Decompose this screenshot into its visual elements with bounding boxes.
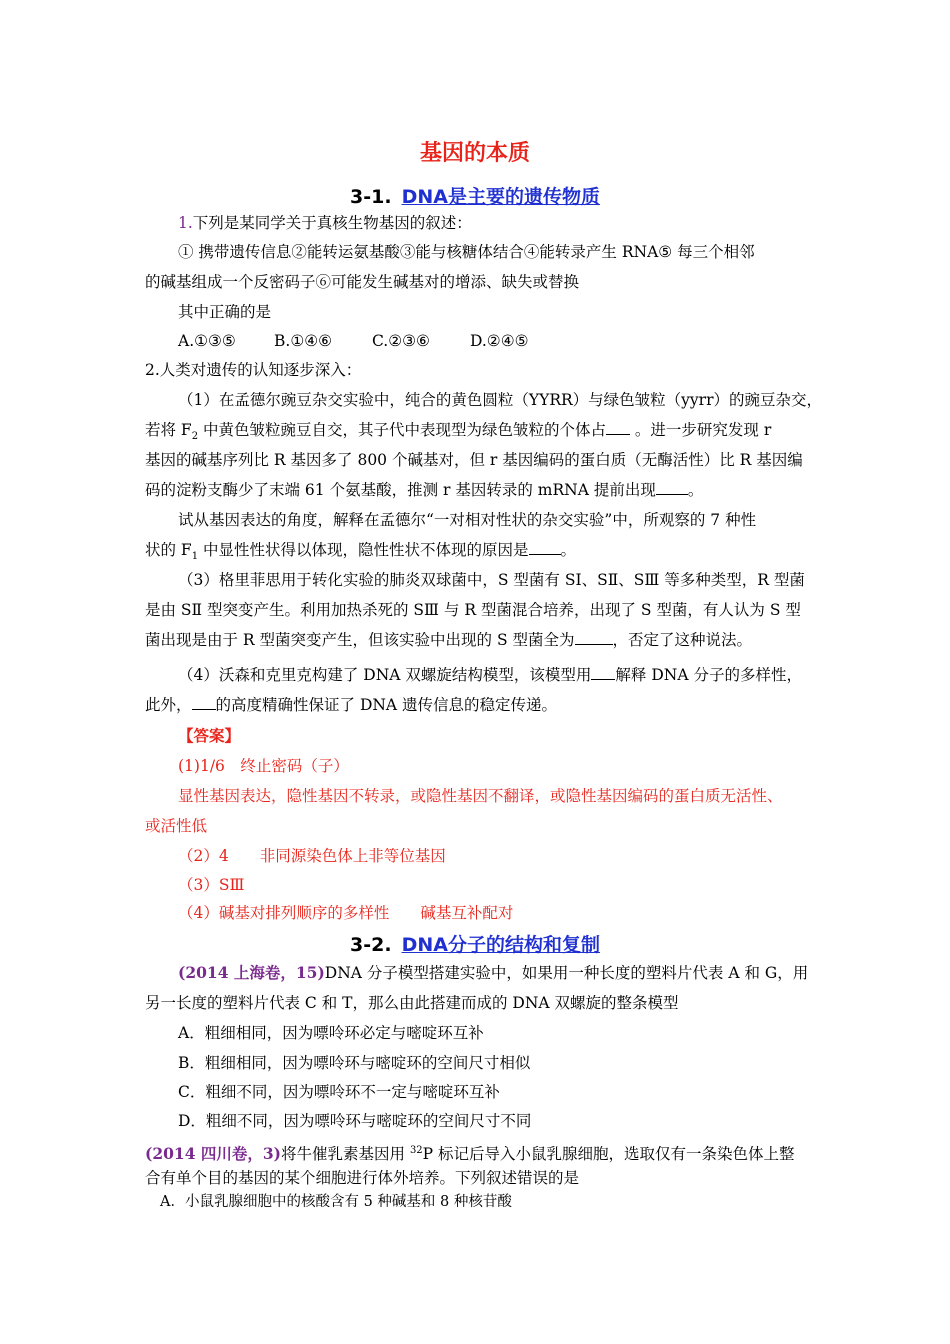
section-number: 3-1. xyxy=(350,186,392,208)
section-heading-3-2 xyxy=(0,930,950,957)
q3-option-a: A．粗细相同，因为嘌呤环必定与嘧啶环互补 xyxy=(178,1024,484,1042)
answer-blank xyxy=(606,420,630,435)
answer-line-2: 显性基因表达，隐性基因不转录，或隐性基因不翻译，或隐性基因编码的蛋白质无活性、 xyxy=(178,787,783,805)
section-link-dna-structure-replication[interactable]: DNA分子的结构和复制 xyxy=(401,934,600,956)
q2-part3-line3: 菌出现是由于 R 型菌突变产生，但该实验中出现的 S 型菌全为 ，否定了这种说法。 xyxy=(145,631,753,649)
answer-blank xyxy=(656,480,688,495)
section-link-dna-genetic-material[interactable]: DNA是主要的遗传物质 xyxy=(401,186,600,208)
q3-line1: (2014 上海卷，15)DNA 分子模型搭建实验中，如果用一种长度的塑料片代表 A 和 G，用 xyxy=(178,963,809,982)
q2-part2-line2: 状的 $F_1$ 中显性性状得以体现，隐性性状不体现的原因是 。 xyxy=(145,541,577,563)
q4-line1: (2014 四川卷，3)将牛催乳素基因用 $^{32}$P 标记后导入小鼠乳腺细胞，选取仅有一条染色体上整 xyxy=(145,1144,795,1164)
answer-blank xyxy=(591,665,615,680)
answer-blank xyxy=(192,695,216,710)
q2-part1-line1: （1）在孟德尔豌豆杂交实验中，纯合的黄色圆粒（YYRR）与绿色皱粒（yyrr）的豌豆杂交， xyxy=(178,391,823,409)
q2-part1-line2: 若将 $F_2$ 中黄色皱粒豌豆自交，其子代中表现型为绿色皱粒的个体占 。进一步研究发现 r xyxy=(145,421,772,443)
q4-option-a: A．小鼠乳腺细胞中的核酸含有 5 种碱基和 8 种核苷酸 xyxy=(160,1194,512,1210)
section-heading-3-1 xyxy=(0,182,950,209)
answer-line-6: （4）碱基对排列顺序的多样性 碱基互补配对 xyxy=(178,904,514,922)
q1-line-3: 其中正确的是 xyxy=(178,303,272,321)
answer-line-5: （3）SⅢ xyxy=(178,876,245,894)
q3-source: (2014 上海卷，15) xyxy=(178,963,325,982)
q2-part4-line2: 此外， 的高度精确性保证了 DNA 遗传信息的稳定传递。 xyxy=(145,696,558,714)
answer-line-1: (1)1/6 终止密码（子） xyxy=(178,757,349,775)
answer-blank xyxy=(529,540,561,555)
q2-stem: 2.人类对遗传的认知逐步深入： xyxy=(145,361,362,379)
q2-part1-line4: 码的淀粉支酶少了末端 61 个氨基酸，推测 r 基因转录的 mRNA 提前出现 。 xyxy=(145,481,704,499)
q2-part3-line1: （3）格里菲思用于转化实验的肺炎双球菌中，S 型菌有 SⅠ、SⅡ、SⅢ 等多种类型，R 型菌 xyxy=(178,571,805,589)
q1-line-1: ① 携带遗传信息②能转运氨基酸③能与核糖体结合④能转录产生 RNA⑤ 每三个相邻 xyxy=(178,243,755,261)
q2-part3-line2: 是由 SⅡ 型突变产生。利用加热杀死的 SⅢ 与 R 型菌混合培养，出现了 S 型菌，有人认为 S 型 xyxy=(145,601,801,619)
q3-option-b: B．粗细相同，因为嘌呤环与嘧啶环的空间尺寸相似 xyxy=(178,1054,531,1072)
q4-line2: 合有单个目的基因的某个细胞进行体外培养。下列叙述错误的是 xyxy=(145,1169,580,1187)
answer-line-4: （2）4 非同源染色体上非等位基因 xyxy=(178,847,446,865)
q1-option-d: D.②④⑤ xyxy=(470,332,529,350)
q1-option-a: A.①③⑤ xyxy=(178,332,236,350)
page-title: 基因的本质 xyxy=(419,141,530,166)
q1-number: 1. xyxy=(178,214,193,232)
q1-line-2: 的碱基组成一个反密码子⑥可能发生碱基对的增添、缺失或替换 xyxy=(145,273,580,291)
q2-part1-line3: 基因的碱基序列比 R 基因多了 800 个碱基对，但 r 基因编码的蛋白质（无酶活性）比 R 基因编 xyxy=(145,451,803,469)
answer-heading: 【答案】 xyxy=(178,726,241,745)
answer-blank xyxy=(575,630,613,645)
q3-option-d: D．粗细不同，因为嘌呤环与嘧啶环的空间尺寸不同 xyxy=(178,1112,532,1130)
q1-option-c: C.②③⑥ xyxy=(372,332,430,350)
q3-line2: 另一长度的塑料片代表 C 和 T，那么由此搭建而成的 DNA 双螺旋的整条模型 xyxy=(145,994,679,1012)
q1-option-b: B.①④⑥ xyxy=(274,332,333,350)
q1-options xyxy=(178,331,529,351)
q4-source: (2014 四川卷，3) xyxy=(145,1144,281,1164)
section-number: 3-2. xyxy=(350,934,392,956)
q2-part2-line1: 试从基因表达的角度，解释在孟德尔“一对相对性状的杂交实验”中，所观察的 7 种性 xyxy=(178,511,757,529)
q2-part4-line1: （4）沃森和克里克构建了 DNA 双螺旋结构模型，该模型用 解释 DNA 分子的多样性， xyxy=(178,666,802,684)
q1-stem: 1.下列是某同学关于真核生物基因的叙述： xyxy=(178,214,472,232)
q3-option-c: C．粗细不同，因为嘌呤环不一定与嘧啶环互补 xyxy=(178,1083,500,1101)
answer-line-3: 或活性低 xyxy=(145,817,208,835)
